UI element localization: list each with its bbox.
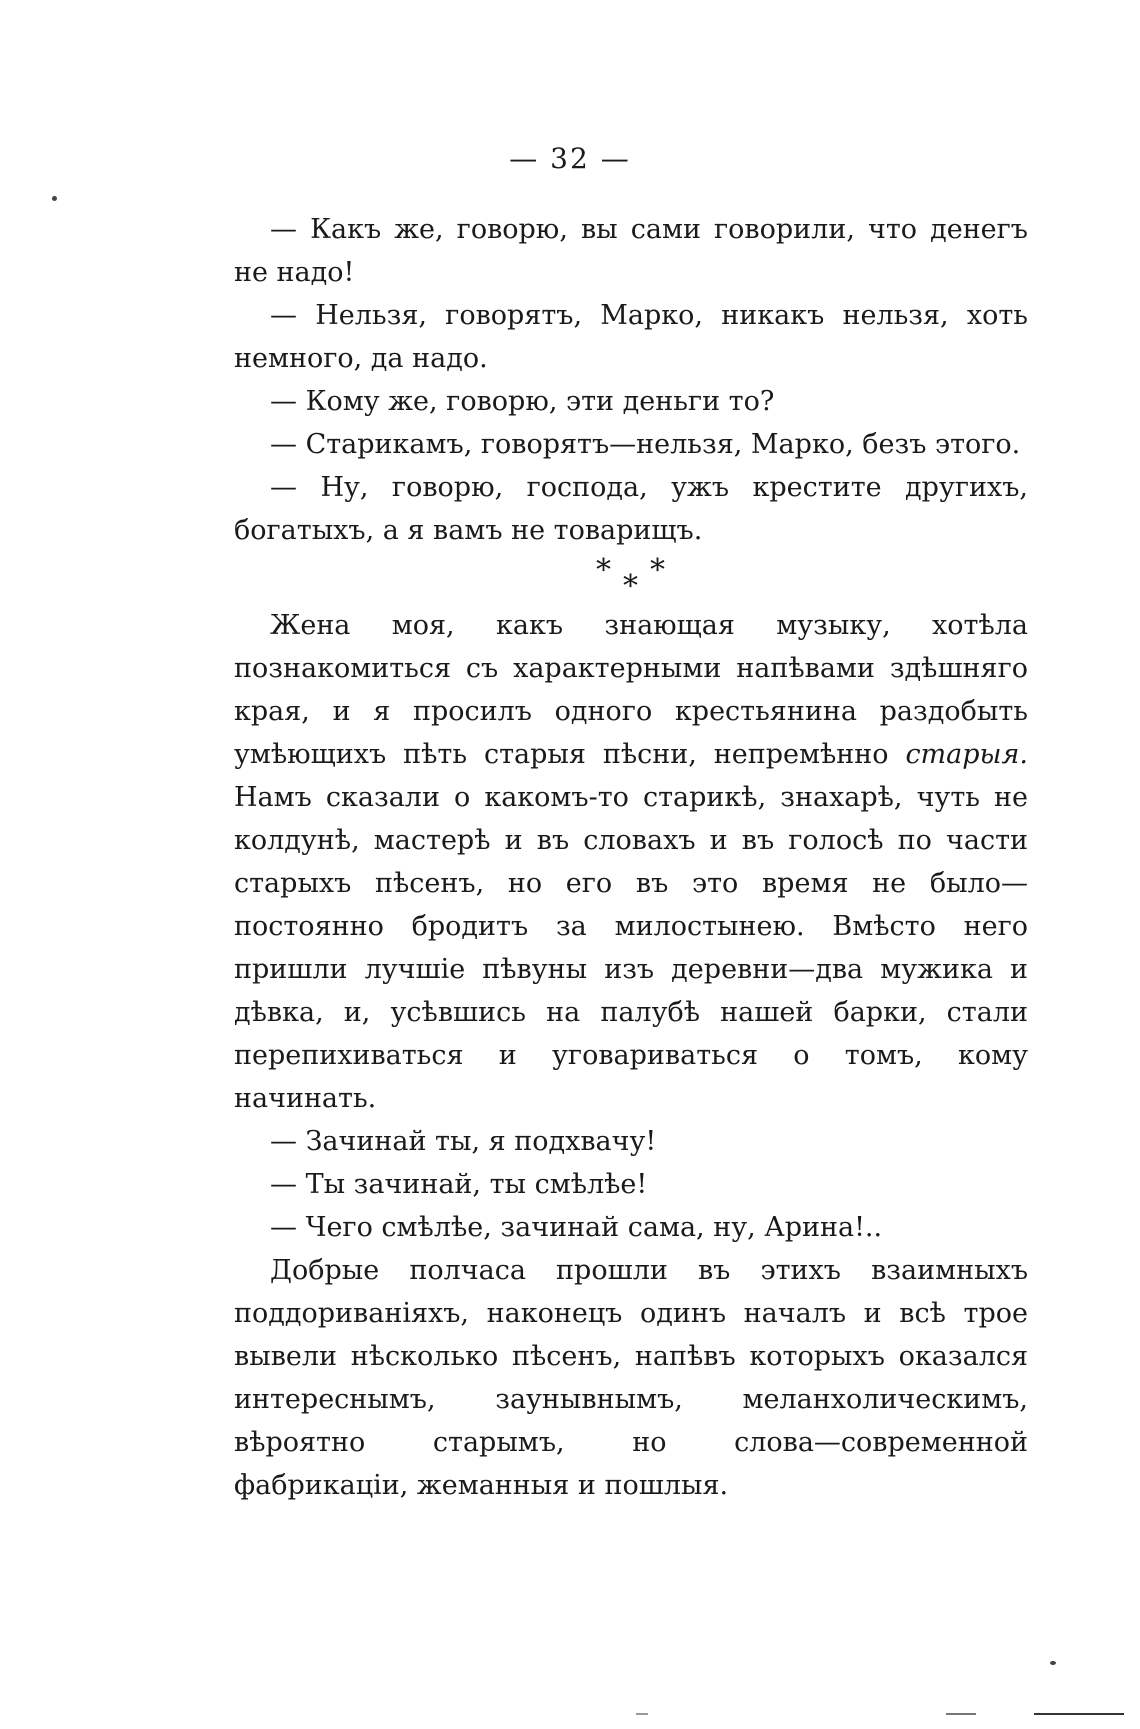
scan-speck [52,196,57,201]
scan-edge-mark [946,1713,976,1715]
scan-edge-mark [1034,1713,1124,1715]
narrative-paragraph [234,604,1028,1120]
scan-edge-mark [636,1713,648,1715]
dialogue-line: — Старикамъ, говорятъ—нельзя, Марко, безъ этого. [270,429,1021,460]
dialogue-line: — Нельзя, говорятъ, Марко, никакъ нельзя, хоть немного, да надо. [234,300,1028,374]
dialogue-line: — Ну, говорю, господа, ужъ крестите другихъ, богатыхъ, а я вамъ не товарищъ. [234,472,1028,546]
dialogue-line: — Ты зачинай, ты смѣлѣе! [270,1169,648,1200]
page-body [234,208,1028,1507]
dialogue-line: — Кому же, говорю, эти деньги то? [270,386,775,417]
asterisk: * [623,569,638,604]
asterisk: * [650,553,665,588]
dialogue-line: — Какъ же, говорю, вы сами говорили, что денегъ не надо! [234,214,1028,288]
narrative-text: Жена моя, какъ знающая музыку, хотѣла познакомиться съ характерными напѣвами здѣшняго края, и я просилъ одного крестьянина раздобыть умѣющихъ пѣть старыя пѣсни, непремѣнно [234,610,1028,770]
narrative-text: Намъ сказали о какомъ-то старикѣ, знахарѣ, чуть не колдунѣ, мастерѣ и въ словахъ и въ голосѣ по части старыхъ пѣсенъ, но его въ это время не было—постоянно бродитъ за милостынею. Вмѣсто него пришли лучшіе пѣвуны изъ деревни—два мужика и дѣвка, и, усѣвшись на палубѣ нашей барки, стали перепихиваться и уговариваться о томъ, кому начинать. [234,782,1028,1114]
page-number: — 32 — [509,142,631,175]
dialogue-line: — Зачинай ты, я подхвачу! [270,1126,657,1157]
section-separator [234,553,1028,604]
dialogue-line: — Чего смѣлѣе, зачинай сама, ну, Арина!.. [270,1212,883,1243]
scan-speck [1050,1661,1056,1665]
closing-paragraph: Добрые полчаса прошли въ этихъ взаимныхъ поддориваніяхъ, наконецъ одинъ началъ и всѣ трое вывели нѣсколько пѣсенъ, напѣвъ которыхъ оказался интереснымъ, заунывнымъ, меланхолическимъ, вѣроятно старымъ, но слова—современной фабрикаціи, жеманныя и пошлыя. [234,1255,1028,1501]
asterisk: * [596,553,611,588]
emphasized-word: старыя. [905,739,1028,770]
